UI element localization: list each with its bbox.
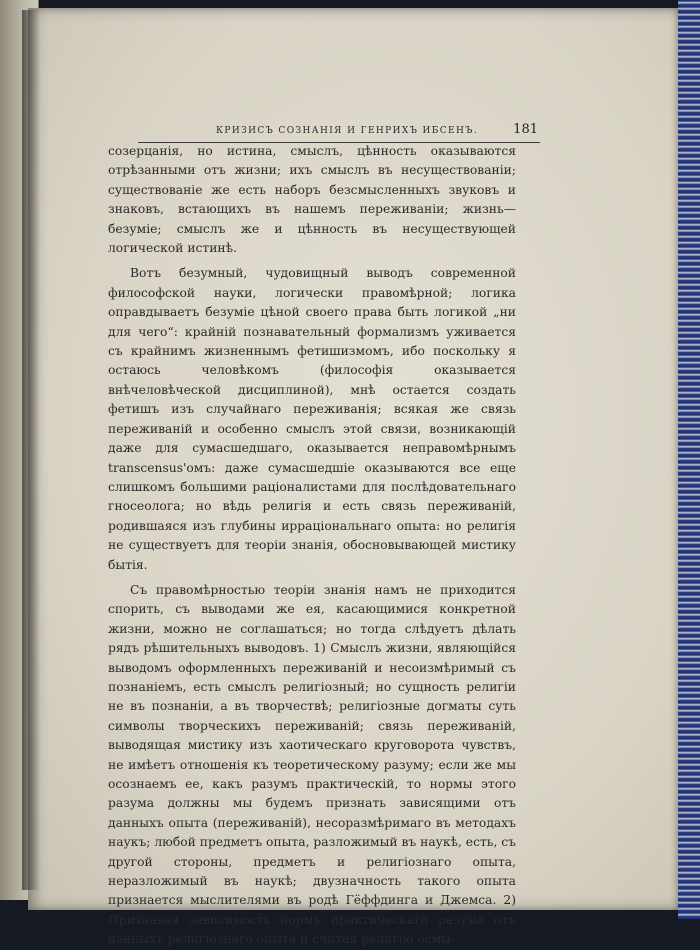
paragraph-1: созерцанія, но истина, смыслъ, цѣнность оказываются отрѣзанными отъ жизни; ихъ смыслъ въ несуществованіи; существованіе же есть наборъ безсмысленныхъ звуковъ и знаковъ, встающихъ въ нашемъ переживаніи; жизнь—безуміе; смыслъ же и цѣнность въ несуществующей логической истинѣ. (108, 144, 516, 256)
book-page-edges (678, 0, 700, 919)
page-number: 181 (513, 122, 538, 137)
body-text (108, 142, 516, 950)
paragraph-3: Съ правомѣрностью теоріи знанія намъ не приходится спорить, съ выводами же ея, касающимися конкретной жизни, можно не соглашаться; но тогда слѣдуетъ дѣлать рядъ рѣшительныхъ выводовъ. 1) Смыслъ жизни, являющійся выводомъ оформленныхъ переживаній и несоизмѣримый съ познаніемъ, есть смыслъ религіозный; но сущность религіи не въ познаніи, а въ творчествѣ; религіозные догматы суть символы творческихъ переживаній; связь переживаній, выводящая мистику изъ хаотическаго круговорота чувствъ, не имѣетъ отношенія къ теоретическому разуму; если же мы осознаемъ ее, какъ разумъ практическій, то нормы этого разума должны мы будемъ признать зависящими отъ данныхъ опыта (переживаній), несоразмѣримаго въ методахъ наукъ; любой предметъ опыта, разложимый въ наукѣ, есть, съ другой стороны, предметъ и религіознаго опыта, неразложимый въ наукѣ; двузначность такого опыта признается мыслителями въ родѣ Гёффдинга и Джемса. 2) Признавая зависимость нормъ практическаго разума отъ данныхъ религіознаго опыта и считая религію осмы- (108, 582, 517, 947)
running-header (138, 122, 540, 143)
paragraph-2: Вотъ безумный, чудовищный выводъ современной философской науки, логически правомѣрной; логика оправдываетъ безуміе цѣной своего права быть логикой „ни для чего“: крайній познавательный формализмъ уживается съ крайнимъ жизненнымъ фетишизмомъ, ибо поскольку я остаюсь человѣкомъ (философія оказывается внѣчеловѣческой дисциплиной), мнѣ остается создать фетишъ изъ случайнаго переживанія; всякая же связь переживаній и особенно смыслъ этой связи, возникающій даже для сумасшедшаго, оказывается неправомѣрнымъ transcensus'омъ: даже сумасшедшіе оказываются все еще слишкомъ большими раціоналистами для послѣдовательнаго гносеолога; но вѣдь религія и есть связь переживаній, родившаяся изъ глубины ирраціональнаго опыта: но религія не существуетъ для теоріи знанія, обосновывающей мистику бытія. (108, 266, 516, 572)
book-gutter-shadow (22, 10, 40, 890)
running-title: КРИЗИСЪ СОЗНАНІЯ И ГЕНРИХЪ ИБСЕНЪ. (216, 126, 479, 136)
